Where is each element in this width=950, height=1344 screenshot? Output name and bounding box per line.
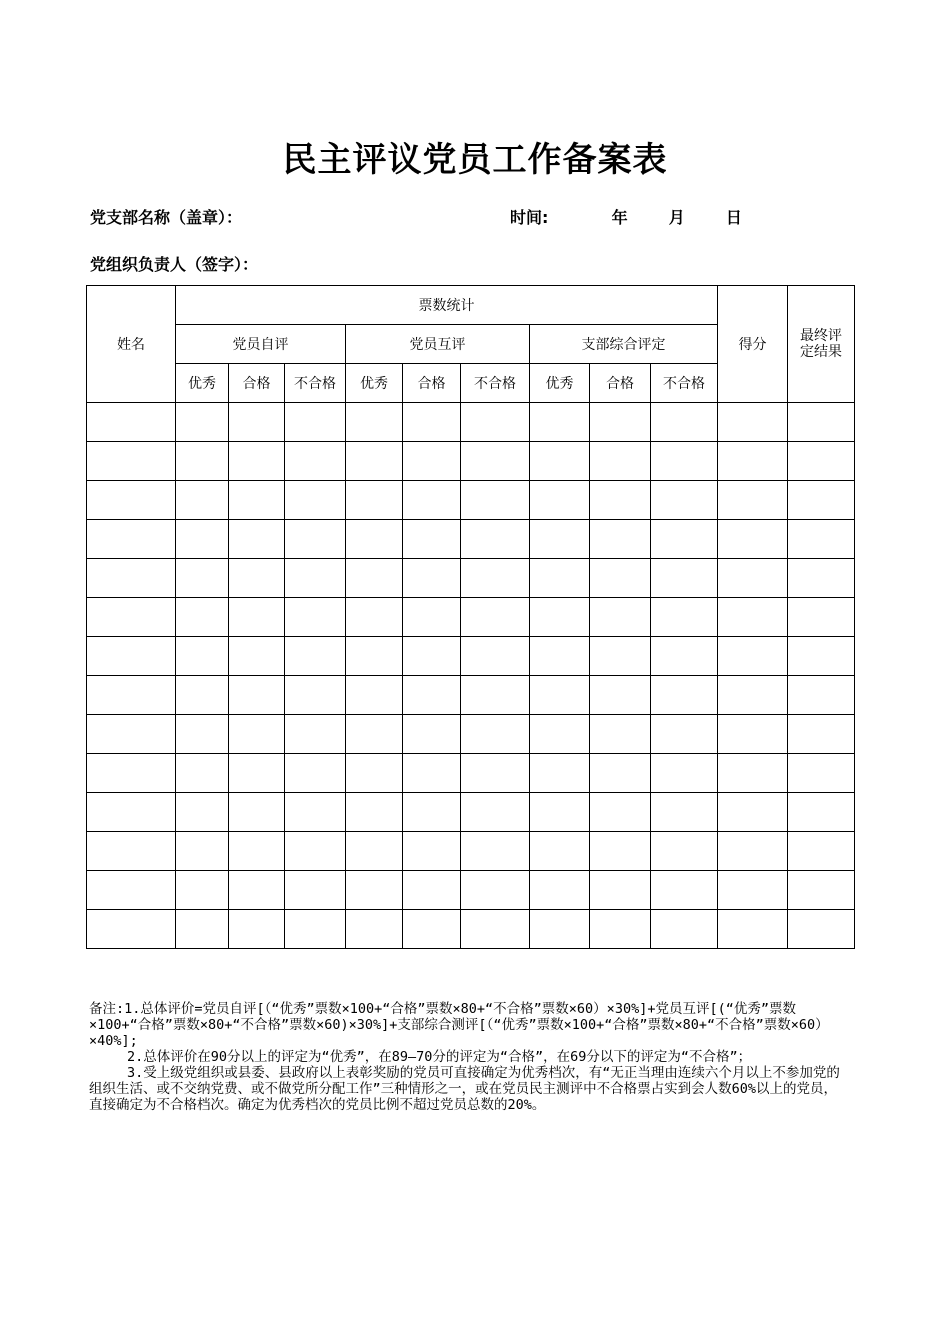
branch-eval-header: 支部综合评定 — [530, 325, 718, 364]
table-cell[interactable] — [403, 793, 461, 832]
table-cell[interactable] — [87, 871, 176, 910]
table-cell[interactable] — [788, 559, 855, 598]
table-cell[interactable] — [590, 442, 651, 481]
table-cell[interactable] — [176, 403, 229, 442]
table-row — [87, 715, 855, 754]
table-cell[interactable] — [461, 403, 530, 442]
table-cell[interactable] — [651, 832, 718, 871]
table-cell[interactable] — [718, 910, 788, 949]
table-row — [87, 559, 855, 598]
vote-stats-header: 票数统计 — [176, 286, 718, 325]
table-cell[interactable] — [530, 481, 590, 520]
table-cell[interactable] — [590, 793, 651, 832]
table-cell[interactable] — [403, 637, 461, 676]
leader-signature-label: 党组织负责人（签字）： — [90, 255, 259, 274]
table-cell[interactable] — [176, 871, 229, 910]
final-result-line-1: 最终评 — [800, 328, 843, 344]
table-cell[interactable] — [285, 559, 346, 598]
table-cell[interactable] — [651, 715, 718, 754]
table-cell[interactable] — [346, 403, 403, 442]
table-cell[interactable] — [651, 754, 718, 793]
table-cell[interactable] — [285, 403, 346, 442]
table-cell[interactable] — [788, 832, 855, 871]
table-cell[interactable] — [590, 637, 651, 676]
table-cell[interactable] — [461, 871, 530, 910]
table-cell[interactable] — [651, 910, 718, 949]
table-cell[interactable] — [718, 754, 788, 793]
note-2: 2.总体评价在90分以上的评定为“优秀”，在89—70分的评定为“合格”，在69分以下的评定为“不合格”； — [127, 1049, 752, 1065]
table-cell[interactable] — [176, 559, 229, 598]
table-cell[interactable] — [229, 442, 285, 481]
table-cell[interactable] — [788, 481, 855, 520]
table-cell[interactable] — [285, 871, 346, 910]
table-cell[interactable] — [403, 910, 461, 949]
table-cell[interactable] — [461, 481, 530, 520]
table-cell[interactable] — [461, 559, 530, 598]
table-cell[interactable] — [285, 520, 346, 559]
self-excellent-header: 优秀 — [176, 364, 229, 403]
table-cell[interactable] — [87, 715, 176, 754]
table-cell[interactable] — [403, 676, 461, 715]
table-cell[interactable] — [718, 676, 788, 715]
note-3: 3.受上级党组织或县委、县政府以上表彰奖励的党员可直接确定为优秀档次，有“无正当理由连续六个月以上不参加党的组织生活、或不交纳党费、或不做党所分配工作”三种情形之一，或在党员民主测评中不合格票占实到会人数60%以上的党员，直接确定为不合格档次。确定为优秀档次的党员比例不超过党员总数的20%。 — [89, 1065, 840, 1113]
table-cell[interactable] — [530, 676, 590, 715]
time-label: 时间: — [510, 208, 549, 227]
table-cell[interactable] — [590, 676, 651, 715]
final-result-header — [788, 286, 855, 403]
table-cell[interactable] — [229, 481, 285, 520]
table-cell[interactable] — [651, 559, 718, 598]
table-cell[interactable] — [718, 871, 788, 910]
table-cell[interactable] — [718, 520, 788, 559]
table-row — [87, 832, 855, 871]
table-cell[interactable] — [590, 598, 651, 637]
table-cell[interactable] — [590, 715, 651, 754]
table-cell[interactable] — [285, 754, 346, 793]
table-cell[interactable] — [346, 598, 403, 637]
table-cell[interactable] — [346, 559, 403, 598]
table-cell[interactable] — [530, 871, 590, 910]
table-cell[interactable] — [176, 754, 229, 793]
table-cell[interactable] — [87, 520, 176, 559]
table-cell[interactable] — [718, 832, 788, 871]
table-cell[interactable] — [590, 871, 651, 910]
table-cell[interactable] — [461, 520, 530, 559]
table-cell[interactable] — [346, 871, 403, 910]
mutual-pass-header: 合格 — [403, 364, 461, 403]
table-row — [87, 520, 855, 559]
table-cell[interactable] — [788, 676, 855, 715]
table-cell[interactable] — [176, 832, 229, 871]
table-cell[interactable] — [87, 403, 176, 442]
table-cell[interactable] — [229, 598, 285, 637]
table-cell[interactable] — [285, 442, 346, 481]
table-row — [87, 910, 855, 949]
table-row — [87, 676, 855, 715]
table-cell[interactable] — [718, 598, 788, 637]
table-cell[interactable] — [346, 754, 403, 793]
table-cell[interactable] — [285, 598, 346, 637]
final-result-line-2: 定结果 — [800, 344, 843, 360]
table-cell[interactable] — [285, 832, 346, 871]
table-cell[interactable] — [346, 637, 403, 676]
table-cell[interactable] — [590, 559, 651, 598]
table-cell[interactable] — [718, 442, 788, 481]
table-row — [87, 793, 855, 832]
self-pass-header: 合格 — [229, 364, 285, 403]
table-cell[interactable] — [530, 559, 590, 598]
table-cell[interactable] — [229, 910, 285, 949]
table-cell[interactable] — [229, 715, 285, 754]
table-cell[interactable] — [530, 403, 590, 442]
table-cell[interactable] — [461, 442, 530, 481]
table-cell[interactable] — [718, 793, 788, 832]
table-row — [87, 598, 855, 637]
table-cell[interactable] — [788, 403, 855, 442]
table-cell[interactable] — [590, 910, 651, 949]
mutual-eval-header: 党员互评 — [346, 325, 530, 364]
table-cell[interactable] — [530, 754, 590, 793]
table-cell[interactable] — [87, 910, 176, 949]
table-cell[interactable] — [788, 598, 855, 637]
table-cell[interactable] — [229, 832, 285, 871]
table-cell[interactable] — [229, 754, 285, 793]
table-cell[interactable] — [461, 910, 530, 949]
branch-pass-header: 合格 — [590, 364, 651, 403]
table-cell[interactable] — [788, 520, 855, 559]
table-cell[interactable] — [176, 520, 229, 559]
table-cell[interactable] — [403, 715, 461, 754]
table-cell[interactable] — [590, 520, 651, 559]
table-row — [87, 871, 855, 910]
self-fail-header: 不合格 — [285, 364, 346, 403]
table-cell[interactable] — [176, 910, 229, 949]
table-cell[interactable] — [651, 793, 718, 832]
table-row — [87, 754, 855, 793]
self-eval-header: 党员自评 — [176, 325, 346, 364]
table-cell[interactable] — [461, 715, 530, 754]
table-cell[interactable] — [788, 793, 855, 832]
table-cell[interactable] — [176, 481, 229, 520]
table-cell[interactable] — [651, 442, 718, 481]
date-field — [510, 205, 742, 228]
table-cell[interactable] — [718, 715, 788, 754]
table-cell[interactable] — [229, 403, 285, 442]
evaluation-table — [86, 285, 855, 949]
table-cell[interactable] — [176, 676, 229, 715]
table-cell[interactable] — [530, 520, 590, 559]
table-cell[interactable] — [176, 598, 229, 637]
table-row — [87, 442, 855, 481]
table-cell[interactable] — [530, 637, 590, 676]
table-cell[interactable] — [461, 754, 530, 793]
table-cell[interactable] — [403, 754, 461, 793]
name-header: 姓名 — [87, 286, 176, 403]
table-cell[interactable] — [346, 520, 403, 559]
table-cell[interactable] — [651, 481, 718, 520]
table-cell[interactable] — [651, 403, 718, 442]
table-cell[interactable] — [87, 676, 176, 715]
table-cell[interactable] — [788, 871, 855, 910]
table-cell[interactable] — [530, 442, 590, 481]
table-cell[interactable] — [530, 910, 590, 949]
table-cell[interactable] — [590, 403, 651, 442]
day-label: 日 — [725, 208, 742, 227]
table-cell[interactable] — [530, 715, 590, 754]
form-title: 民主评议党员工作备案表 — [282, 140, 668, 180]
table-cell[interactable] — [590, 481, 651, 520]
table-cell[interactable] — [788, 754, 855, 793]
table-cell[interactable] — [403, 442, 461, 481]
mutual-fail-header: 不合格 — [461, 364, 530, 403]
table-cell[interactable] — [788, 910, 855, 949]
header-row-1 — [87, 286, 855, 325]
table-cell[interactable] — [87, 832, 176, 871]
table-cell[interactable] — [403, 871, 461, 910]
table-row — [87, 403, 855, 442]
table-cell[interactable] — [229, 676, 285, 715]
table-cell[interactable] — [403, 481, 461, 520]
table-cell[interactable] — [87, 559, 176, 598]
table-cell[interactable] — [461, 832, 530, 871]
table-cell[interactable] — [285, 637, 346, 676]
table-cell[interactable] — [530, 832, 590, 871]
table-cell[interactable] — [229, 871, 285, 910]
table-cell[interactable] — [229, 520, 285, 559]
table-row — [87, 637, 855, 676]
table-cell[interactable] — [788, 442, 855, 481]
table-cell[interactable] — [461, 637, 530, 676]
table-cell[interactable] — [590, 832, 651, 871]
table-cell[interactable] — [718, 403, 788, 442]
table-cell[interactable] — [87, 793, 176, 832]
table-cell[interactable] — [461, 598, 530, 637]
table-cell[interactable] — [285, 715, 346, 754]
table-cell[interactable] — [788, 637, 855, 676]
month-label: 月 — [668, 208, 685, 227]
table-cell[interactable] — [461, 793, 530, 832]
table-cell[interactable] — [403, 598, 461, 637]
table-cell[interactable] — [346, 676, 403, 715]
table-cell[interactable] — [530, 793, 590, 832]
table-cell[interactable] — [403, 520, 461, 559]
table-cell[interactable] — [285, 910, 346, 949]
table-cell[interactable] — [718, 559, 788, 598]
table-cell[interactable] — [651, 871, 718, 910]
table-cell[interactable] — [346, 910, 403, 949]
table-cell[interactable] — [87, 598, 176, 637]
table-cell[interactable] — [229, 637, 285, 676]
notes-section — [89, 1001, 849, 1113]
table-cell[interactable] — [87, 637, 176, 676]
table-cell[interactable] — [346, 715, 403, 754]
table-cell[interactable] — [651, 637, 718, 676]
table-cell[interactable] — [285, 793, 346, 832]
branch-excellent-header: 优秀 — [530, 364, 590, 403]
table-cell[interactable] — [229, 559, 285, 598]
table-cell[interactable] — [346, 832, 403, 871]
table-cell[interactable] — [651, 598, 718, 637]
table-cell[interactable] — [718, 637, 788, 676]
table-row — [87, 481, 855, 520]
table-cell[interactable] — [87, 442, 176, 481]
table-cell[interactable] — [530, 598, 590, 637]
table-cell[interactable] — [403, 832, 461, 871]
table-cell[interactable] — [285, 676, 346, 715]
table-cell[interactable] — [176, 442, 229, 481]
table-cell[interactable] — [461, 676, 530, 715]
table-cell[interactable] — [87, 754, 176, 793]
table-cell[interactable] — [176, 793, 229, 832]
score-header: 得分 — [718, 286, 788, 403]
year-label: 年 — [611, 208, 628, 227]
mutual-excellent-header: 优秀 — [346, 364, 403, 403]
table-cell[interactable] — [651, 520, 718, 559]
table-cell[interactable] — [176, 715, 229, 754]
branch-fail-header: 不合格 — [651, 364, 718, 403]
table-cell[interactable] — [346, 442, 403, 481]
table-cell[interactable] — [346, 793, 403, 832]
table-cell[interactable] — [403, 559, 461, 598]
table-cell[interactable] — [285, 481, 346, 520]
table-cell[interactable] — [403, 403, 461, 442]
note-1: 备注:1.总体评价=党员自评[（“优秀”票数×100+“合格”票数×80+“不合格”票数×60）×30%]+党员互评[(“优秀”票数×100+“合格”票数×80+“不合格”票数×60)×30%]+支部综合测评[（“优秀”票数×100+“合格”票数×80+“不合格”票数×60）×40%]; — [89, 1001, 829, 1049]
table-cell[interactable] — [788, 715, 855, 754]
table-cell[interactable] — [718, 481, 788, 520]
branch-name-label: 党支部名称（盖章）： — [90, 208, 243, 227]
table-cell[interactable] — [229, 793, 285, 832]
table-cell[interactable] — [346, 481, 403, 520]
table-cell[interactable] — [176, 637, 229, 676]
table-cell[interactable] — [87, 481, 176, 520]
table-cell[interactable] — [590, 754, 651, 793]
table-cell[interactable] — [651, 676, 718, 715]
